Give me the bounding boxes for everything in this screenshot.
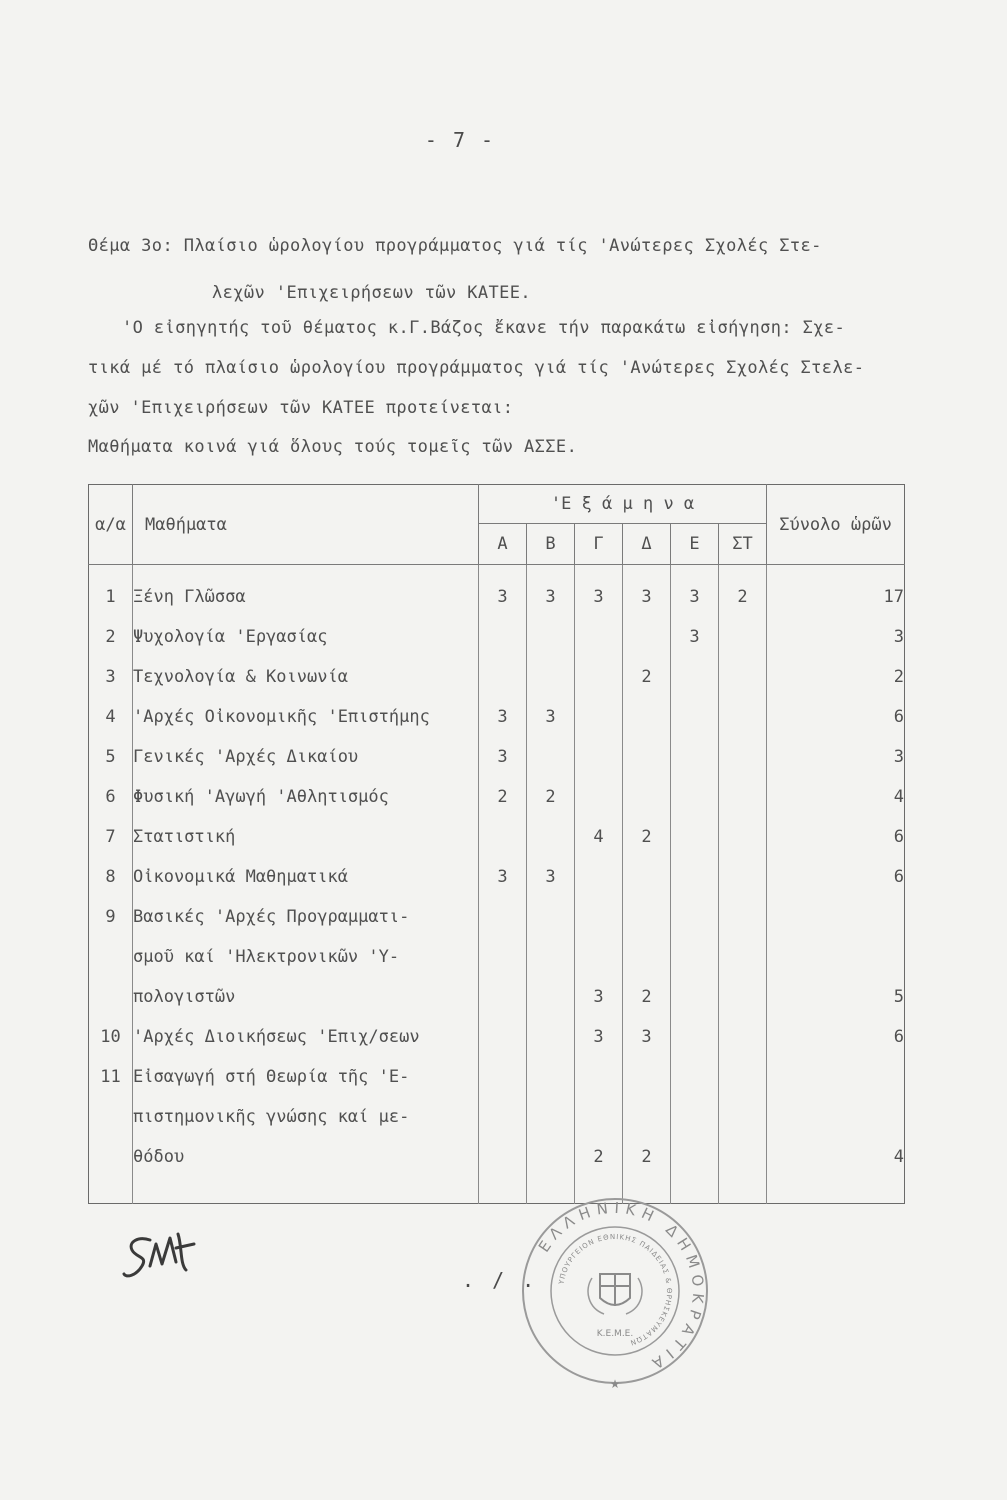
hours-b: 3: [527, 857, 575, 897]
page-number: - 7 -: [424, 128, 496, 152]
hours-f: [719, 657, 767, 697]
hours-d: [623, 857, 671, 897]
table-row: [89, 897, 905, 937]
hours-a: [479, 817, 527, 857]
official-seal: [520, 1186, 710, 1396]
curriculum-table: [88, 484, 905, 1204]
hours-a: [479, 617, 527, 657]
topic-heading-line2: λεχῶν 'Επιχειρήσεων τῶν ΚΑΤΕΕ.: [212, 283, 532, 303]
seal-outer-text: ΕΛΛΗΝΙΚΗ ΔΗΜΟΚΡΑΤΙΑ: [534, 1198, 708, 1376]
topic-heading-line1: Θέμα 3ο: Πλαίσιο ὡρολογίου προγράμματος γιά τίς 'Ανώτερες Σχολές Στε-: [88, 236, 822, 256]
subject-name: Γενικές 'Αρχές Δικαίου: [133, 737, 479, 777]
row-number: 6: [89, 777, 133, 817]
semester-b: Β: [527, 524, 575, 565]
total-hours: 17: [883, 587, 905, 607]
total-hours: 3: [893, 747, 905, 767]
row-number: 11: [89, 1057, 133, 1097]
hours-a: 3: [479, 737, 527, 777]
hours-e: [671, 817, 719, 857]
hours-e: [671, 697, 719, 737]
total-hours: 6: [893, 1027, 905, 1047]
hours-e: [671, 657, 719, 697]
hours-d: 3: [623, 1017, 671, 1057]
table-row: [89, 857, 905, 897]
table-row: [89, 1097, 905, 1137]
row-number: 3: [89, 657, 133, 697]
header-aa: α/α: [89, 485, 133, 565]
row-number: 9: [89, 897, 133, 937]
hours-c: 3: [575, 977, 623, 1017]
row-number: 5: [89, 737, 133, 777]
table-row: [89, 937, 905, 977]
subject-name: Τεχνολογία & Κοινωνία: [133, 657, 479, 697]
subject-name-line3: θόδου: [133, 1137, 479, 1177]
subject-name-line2: σμοῦ καί 'Ηλεκτρονικῶν 'Υ-: [133, 937, 479, 977]
hours-c: 3: [575, 577, 623, 617]
hours-c: 2: [575, 1137, 623, 1177]
table-row: [89, 657, 905, 697]
hours-f: 2: [719, 577, 767, 617]
hours-e: [671, 777, 719, 817]
subject-name: Ξένη Γλῶσσα: [133, 577, 479, 617]
hours-d: [623, 777, 671, 817]
subject-name: 'Αρχές Διοικήσεως 'Επιχ/σεων: [133, 1017, 479, 1057]
semester-d: Δ: [623, 524, 671, 565]
total-hours: 4: [893, 787, 905, 807]
total-hours: 4: [893, 1147, 905, 1167]
subject-name: Φυσική 'Αγωγή 'Αθλητισμός: [133, 777, 479, 817]
hours-b: 3: [527, 577, 575, 617]
hours-d: [623, 737, 671, 777]
table-row: [89, 1057, 905, 1097]
hours-a: 3: [479, 857, 527, 897]
hours-f: [719, 737, 767, 777]
paragraph-line3: χῶν 'Επιχειρήσεων τῶν ΚΑΤΕΕ προτείνεται:: [88, 398, 514, 418]
table-row: [89, 977, 905, 1017]
hours-b: [527, 737, 575, 777]
seal-bottom-text: Κ.Ε.Μ.Ε.: [596, 1329, 634, 1339]
table-row: [89, 777, 905, 817]
hours-c: [575, 737, 623, 777]
handwritten-signature: [120, 1226, 210, 1296]
hours-e: [671, 857, 719, 897]
table-row: [89, 577, 905, 617]
total-hours: 6: [893, 867, 905, 887]
total-hours: 6: [893, 707, 905, 727]
paragraph-line1: 'Ο εἰσηγητής τοῦ θέματος κ.Γ.Βάζος ἔκανε τήν παρακάτω εἰσήγηση: Σχε-: [122, 318, 846, 338]
subject-name: 'Αρχές Οἰκονομικῆς 'Επιστήμης: [133, 697, 479, 737]
hours-b: [527, 657, 575, 697]
hours-b: [527, 817, 575, 857]
hours-c: [575, 777, 623, 817]
subject-name-line3: πολογιστῶν: [133, 977, 479, 1017]
header-subjects: Μαθήματα: [133, 485, 479, 565]
hours-d: [623, 697, 671, 737]
hours-f: [719, 817, 767, 857]
total-hours: 6: [893, 827, 905, 847]
semester-f: ΣΤ: [719, 524, 767, 565]
semester-c: Γ: [575, 524, 623, 565]
hours-a: 3: [479, 577, 527, 617]
hours-d: 2: [623, 977, 671, 1017]
hours-b: 2: [527, 777, 575, 817]
hours-d: 2: [623, 1137, 671, 1177]
row-number: 10: [89, 1017, 133, 1057]
row-number: 1: [89, 577, 133, 617]
hours-d: [623, 617, 671, 657]
hours-f: [719, 617, 767, 657]
total-hours: 2: [893, 667, 905, 687]
table-spacer: [89, 1177, 905, 1204]
hours-b: [527, 617, 575, 657]
total-hours: 5: [893, 987, 905, 1007]
hours-e: [671, 737, 719, 777]
semester-a: Α: [479, 524, 527, 565]
semester-e: Ε: [671, 524, 719, 565]
hours-a: 3: [479, 697, 527, 737]
paragraph-line4: Μαθήματα κοινά γιά ὅλους τούς τομεῖς τῶν ΑΣΣΕ.: [88, 437, 578, 457]
hours-d: 2: [623, 657, 671, 697]
hours-e: 3: [671, 617, 719, 657]
hours-c: 3: [575, 1017, 623, 1057]
hours-f: [719, 697, 767, 737]
coat-of-arms-icon: [588, 1274, 642, 1314]
hours-c: [575, 697, 623, 737]
header-semesters: 'Ε ξ ά μ η ν α: [479, 485, 767, 524]
hours-c: [575, 617, 623, 657]
hours-c: [575, 857, 623, 897]
header-total-hours: Σύνολο ὡρῶν: [767, 485, 905, 565]
hours-a: 2: [479, 777, 527, 817]
hours-c: [575, 657, 623, 697]
star-icon: ★: [609, 1377, 621, 1391]
hours-e: 3: [671, 577, 719, 617]
paragraph-line2: τικά μέ τό πλαίσιο ὡρολογίου προγράμματος γιά τίς 'Ανώτερες Σχολές Στελε-: [88, 358, 865, 378]
subject-name-line1: Βασικές 'Αρχές Προγραμματι-: [133, 897, 479, 937]
table-row: [89, 737, 905, 777]
seal-inner-text: ΥΠΟΥΡΓΕΙΟΝ ΕΘΝΙΚΗΣ ΠΑΙΔΕΙΑΣ & ΘΡΗΣΚΕΥΜΑΤΩΝ: [557, 1232, 674, 1347]
subject-name: Οἰκονομικά Μαθηματικά: [133, 857, 479, 897]
table-row: [89, 1137, 905, 1177]
hours-d: 3: [623, 577, 671, 617]
hours-c: 4: [575, 817, 623, 857]
total-hours: 3: [893, 627, 905, 647]
row-number: 2: [89, 617, 133, 657]
table-row: [89, 697, 905, 737]
row-number: 7: [89, 817, 133, 857]
hours-d: 2: [623, 817, 671, 857]
continuation-mark: . / .: [462, 1268, 538, 1292]
subject-name: Ψυχολογία 'Εργασίας: [133, 617, 479, 657]
table-row: [89, 1017, 905, 1057]
subject-name: Στατιστική: [133, 817, 479, 857]
table-row: [89, 617, 905, 657]
subject-name-line1: Εἰσαγωγή στή Θεωρία τῆς 'Ε-: [133, 1057, 479, 1097]
hours-f: [719, 857, 767, 897]
hours-b: 3: [527, 697, 575, 737]
row-number: 4: [89, 697, 133, 737]
hours-f: [719, 777, 767, 817]
table-spacer: [89, 565, 905, 578]
hours-a: [479, 657, 527, 697]
subject-name-line2: πιστημονικῆς γνώσης καί με-: [133, 1097, 479, 1137]
table-row: [89, 817, 905, 857]
row-number: 8: [89, 857, 133, 897]
